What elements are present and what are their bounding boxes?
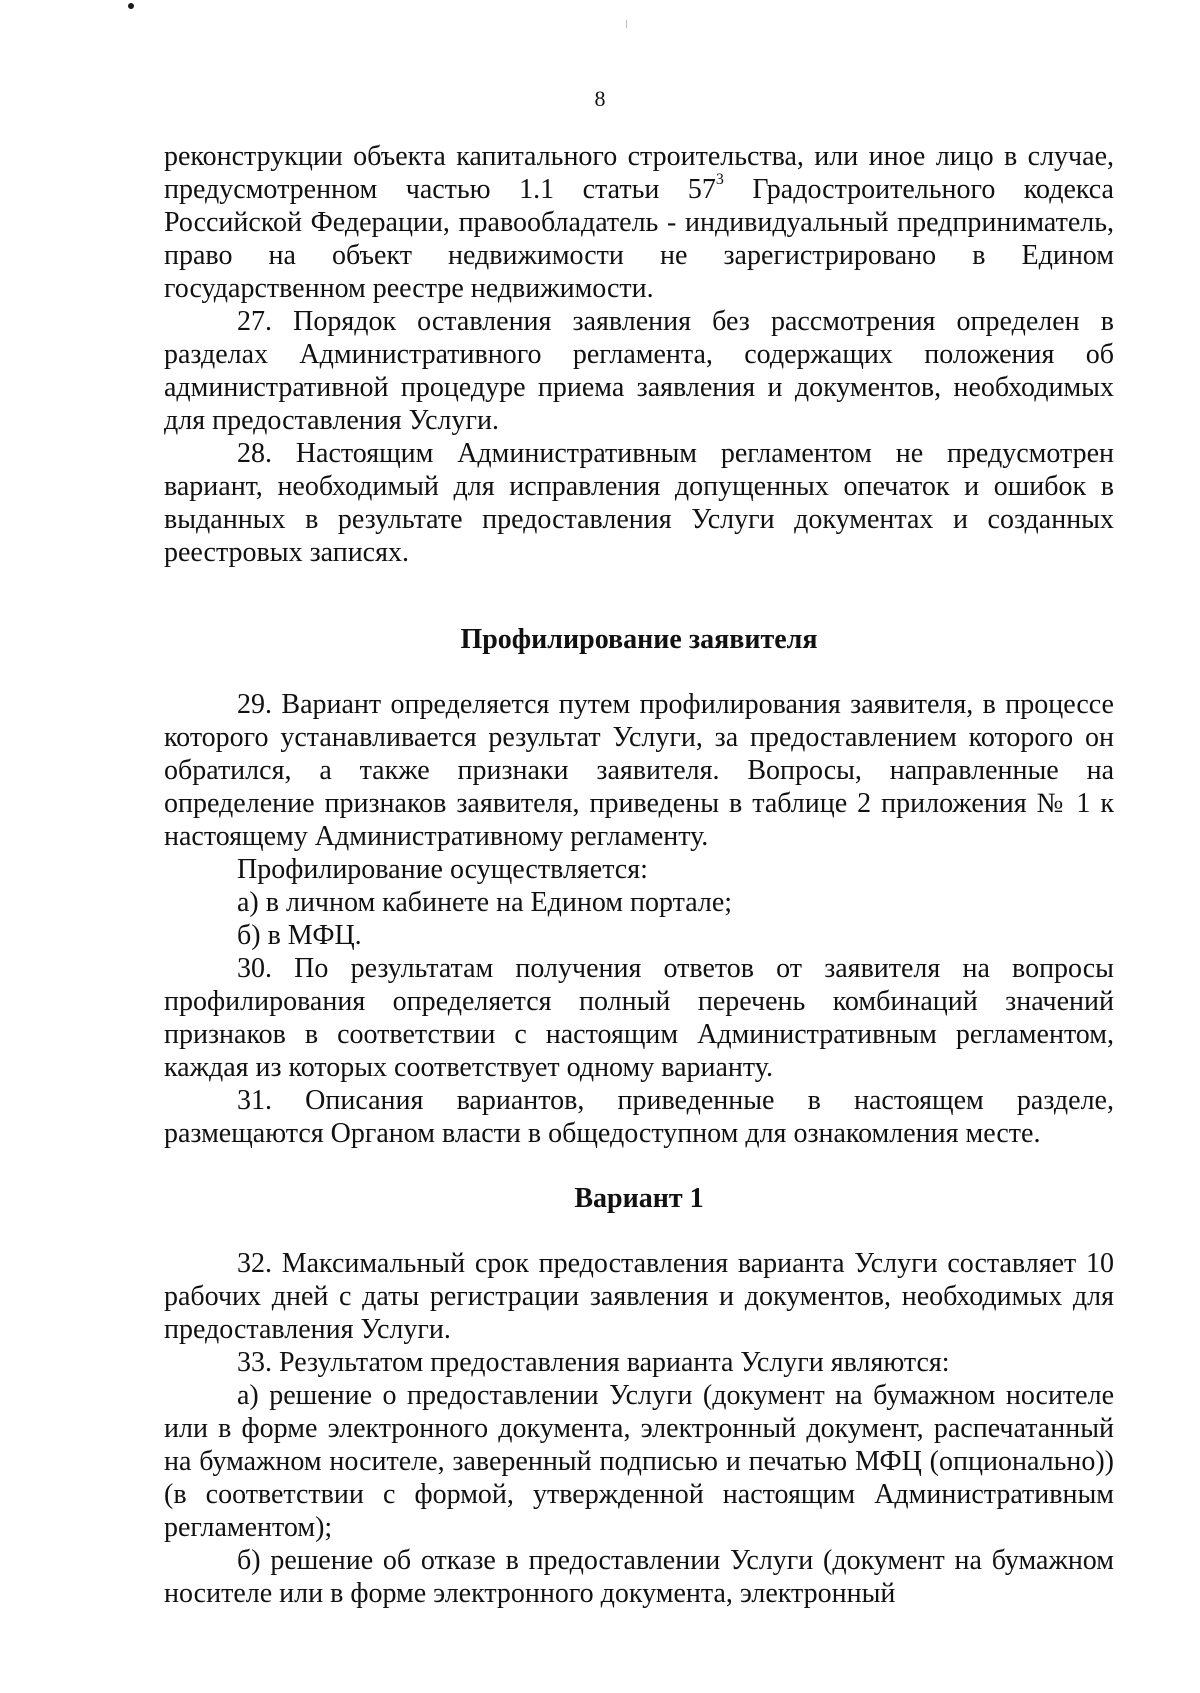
page-number: 8 [594, 86, 606, 111]
paragraph-31: 31. Описания вариантов, приведенные в настоящем разделе, размещаются Органом власти в общедоступном для ознакомления месте. [164, 1085, 1114, 1149]
scan-artifact-dot [128, 3, 134, 9]
section-heading-variant-1: Вариант 1 [574, 1183, 704, 1214]
scan-artifact-tick [626, 20, 627, 28]
paragraph-33-item-a: а) решение о предоставлении Услуги (документ на бумажном носителе или в форме электронного документа, электронный документ, распечатанный на бумажном носителе, заверенный подписью и печатью МФЦ (опционально)) (в соответствии с формой, утвержденной настоящим Административным регламентом); [164, 1380, 1114, 1543]
document-body [164, 140, 1114, 1610]
article-superscript: 3 [715, 171, 724, 188]
paragraph-28: 28. Настоящим Административным регламентом не предусмотрен вариант, необходимый для исправления допущенных опечаток и ошибок в выданных в результате предоставления Услуги документах и созданных реестровых записях. [164, 438, 1114, 568]
section-heading-profile: Профилирование заявителя [460, 624, 818, 655]
paragraph-29: 29. Вариант определяется путем профилирования заявителя, в процессе которого устанавливается результат Услуги, за предоставлением которого он обратился, а также признаки заявителя. Вопросы, направленные на определение признаков заявителя, приведены в таблице 2 приложения № 1 к настоящему Административному регламенту. [164, 689, 1114, 852]
paragraph-33: 33. Результатом предоставления варианта Услуги являются: [237, 1347, 950, 1378]
paragraph-29-item-b: б) в МФЦ. [237, 920, 362, 951]
paragraph-29-item-a: а) в личном кабинете на Едином портале; [237, 887, 733, 918]
paragraph-32: 32. Максимальный срок предоставления варианта Услуги составляет 10 рабочих дней с даты регистрации заявления и документов, необходимых для предоставления Услуги. [164, 1248, 1114, 1345]
paragraph-continuation [164, 140, 1114, 305]
paragraph-continuation-text: реконструкции объекта капитального строительства, или иное лицо в случае, предусмотренном частью 1.1 статьи 57 [164, 141, 1114, 205]
paragraph-33-item-b: б) решение об отказе в предоставлении Услуги (документ на бумажном носителе или в форме электронного документа, электронный [164, 1545, 1114, 1609]
paragraph-29-profiling: Профилирование осуществляется: [237, 854, 648, 885]
paragraph-30: 30. По результатам получения ответов от заявителя на вопросы профилирования определяется полный перечень комбинаций значений признаков в соответствии с настоящим Административным регламентом, каждая из которых соответствует одному варианту. [164, 953, 1114, 1083]
paragraph-continuation-tail: Градостроительного кодекса Российской Федерации, правообладатель - индивидуальный предприниматель, право на объект недвижимости не зарегистрировано в Едином государственном реестре недвижимости. [164, 174, 1114, 304]
paragraph-27: 27. Порядок оставления заявления без рассмотрения определен в разделах Административного регламента, содержащих положения об административной процедуре приема заявления и документов, необходимых для предоставления Услуги. [164, 306, 1114, 436]
